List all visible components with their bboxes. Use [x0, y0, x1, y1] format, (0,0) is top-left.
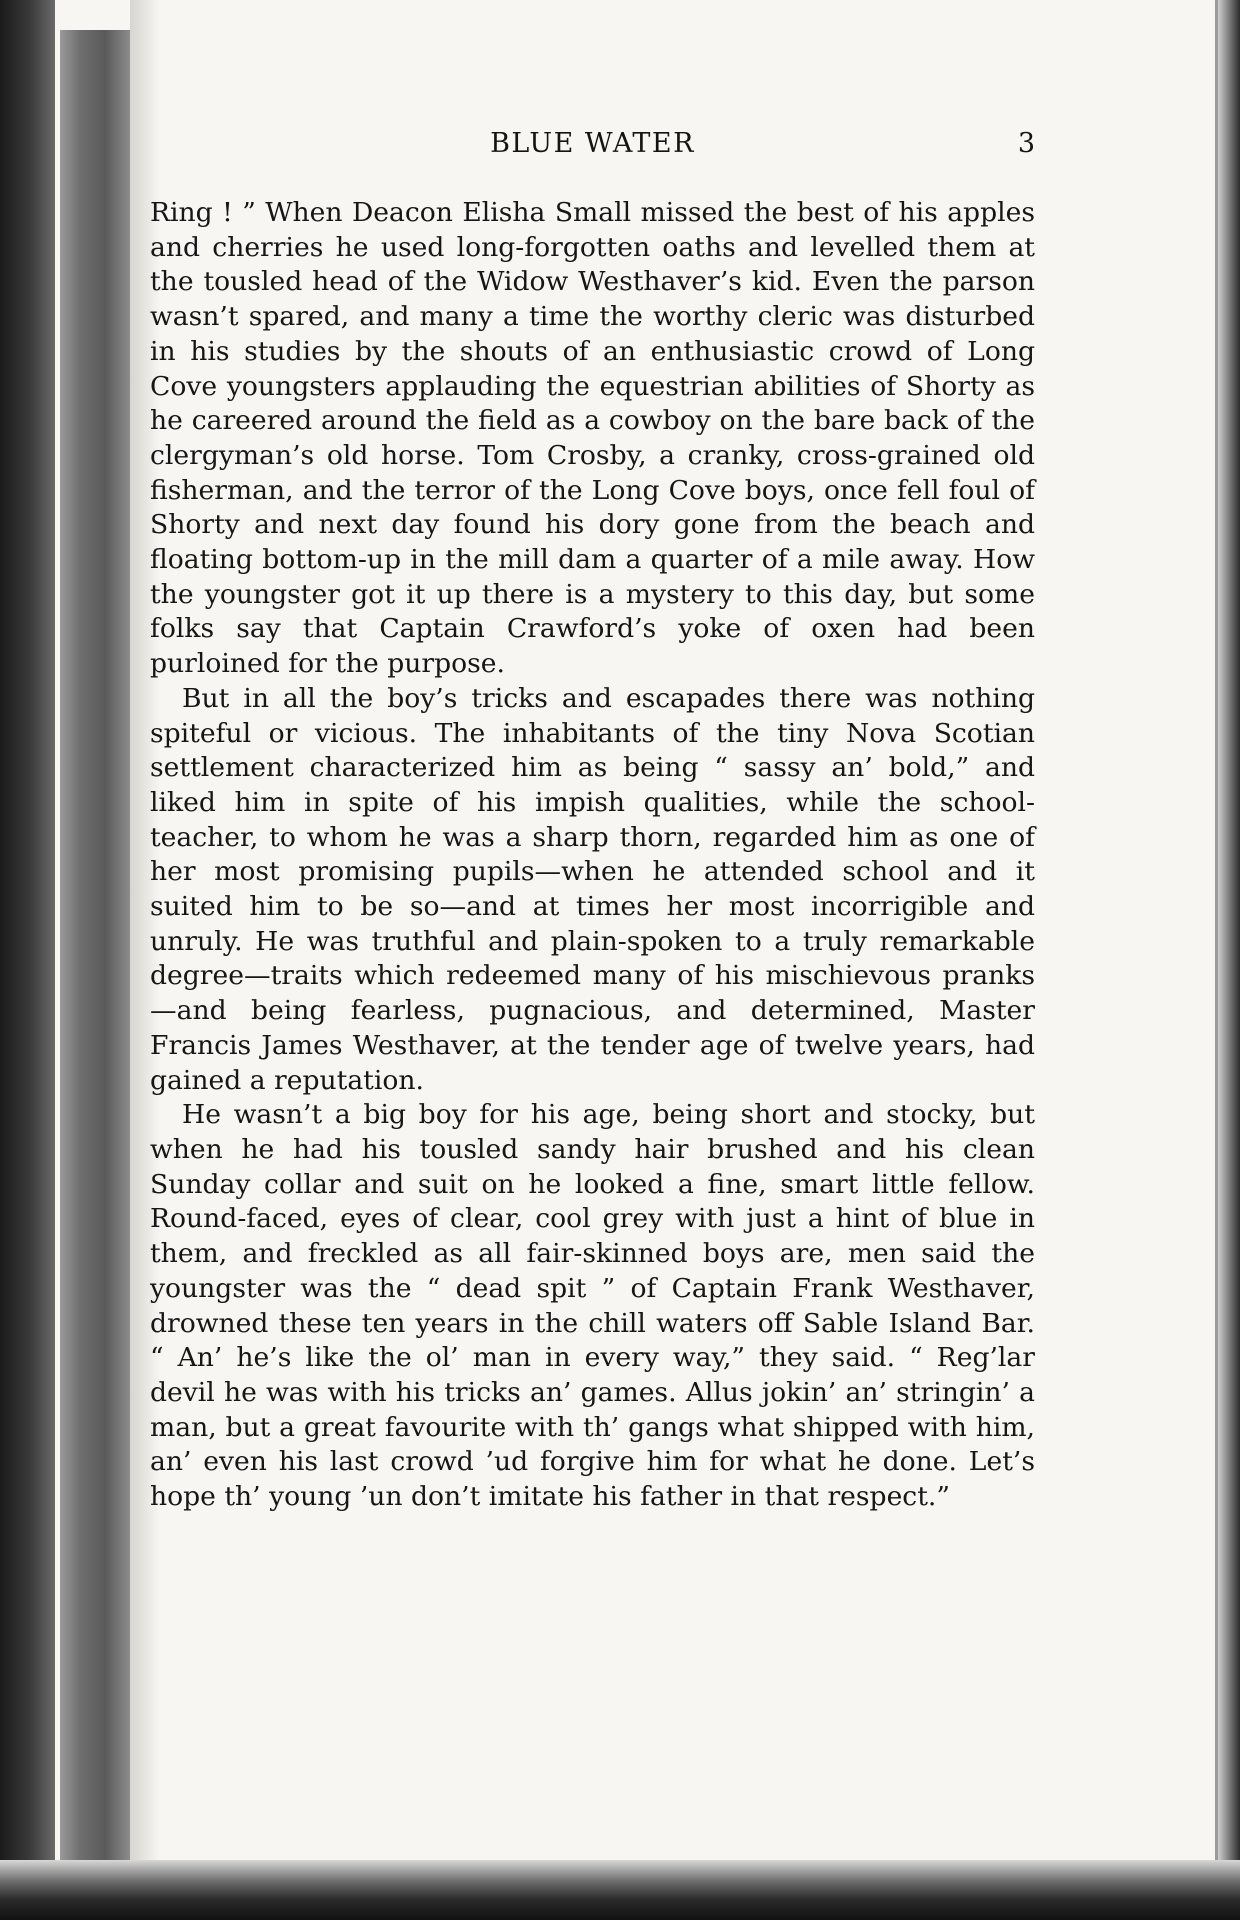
paragraph-1: Ring ! ” When Deacon Elisha Small missed the best of his apples and cherries he used long-forgotten oaths and levelled them at the tousled head of the Widow Westhaver’s kid. Even the parson wasn’t spared, and many a time the worthy cleric was disturbed in his studies by the shouts of an enthusiastic crowd of Long Cove youngsters applauding the equestrian abilities of Shorty as he careered around the field as a cowboy on the bare back of the clergyman’s old horse. Tom Crosby, a cranky, cross-grained old fisherman, and the terror of the Long Cove boys, once fell foul of Shorty and next day found his dory gone from the beach and floating bottom-up in the mill dam a quarter of a mile away. How the youngster got it up there is a mystery to this day, but some folks say that Captain Crawford’s yoke of oxen had been purloined for the purpose. — [150, 197, 1035, 680]
body-text — [150, 196, 1035, 1515]
page-number: 3 — [1017, 128, 1035, 159]
page-right-edge — [1218, 0, 1240, 1920]
book-spine-shadow — [60, 30, 130, 1880]
page-bottom-edge — [0, 1860, 1240, 1920]
paragraph-3: He wasn’t a big boy for his age, being short and stocky, but when he had his tousled sandy hair brushed and his clean Sunday collar and suit on he looked a fine, smart little fellow. Round-faced, eyes of clear, cool grey with just a hint of blue in them, and freckled as all fair-skinned boys are, men said the youngster was the “ dead spit ” of Captain Frank Westhaver, drowned these ten years in the chill waters off Sable Island Bar. “ An’ he’s like the ol’ man in every way,” they said. “ Reg’lar devil he was with his tricks an’ games. Allus jokin’ an’ stringin’ a man, but a great favourite with th’ gangs what shipped with him, an’ even his last crowd ’ud forgive him for what he done. Let’s hope th’ young ’un don’t imitate his father in that respect.” — [150, 1099, 1035, 1513]
page-header — [150, 128, 1035, 168]
binding-gutter — [0, 0, 55, 1920]
paragraph-2: But in all the boy’s tricks and escapades there was nothing spiteful or vicious. The inhabitants of the tiny Nova Scotian settlement characterized him as being “ sassy an’ bold,” and liked him in spite of his impish qualities, while the school-teacher, to whom he was a sharp thorn, regarded him as one of her most promising pupils—when he attended school and it suited him to be so—and at times her most incorrigible and unruly. He was truthful and plain-spoken to a truly remarkable degree—traits which redeemed many of his mischievous pranks—and being fearless, pugnacious, and determined, Master Francis James Westhaver, at the tender age of twelve years, had gained a reputation. — [150, 682, 1035, 1096]
running-title: BLUE WATER — [490, 128, 695, 159]
